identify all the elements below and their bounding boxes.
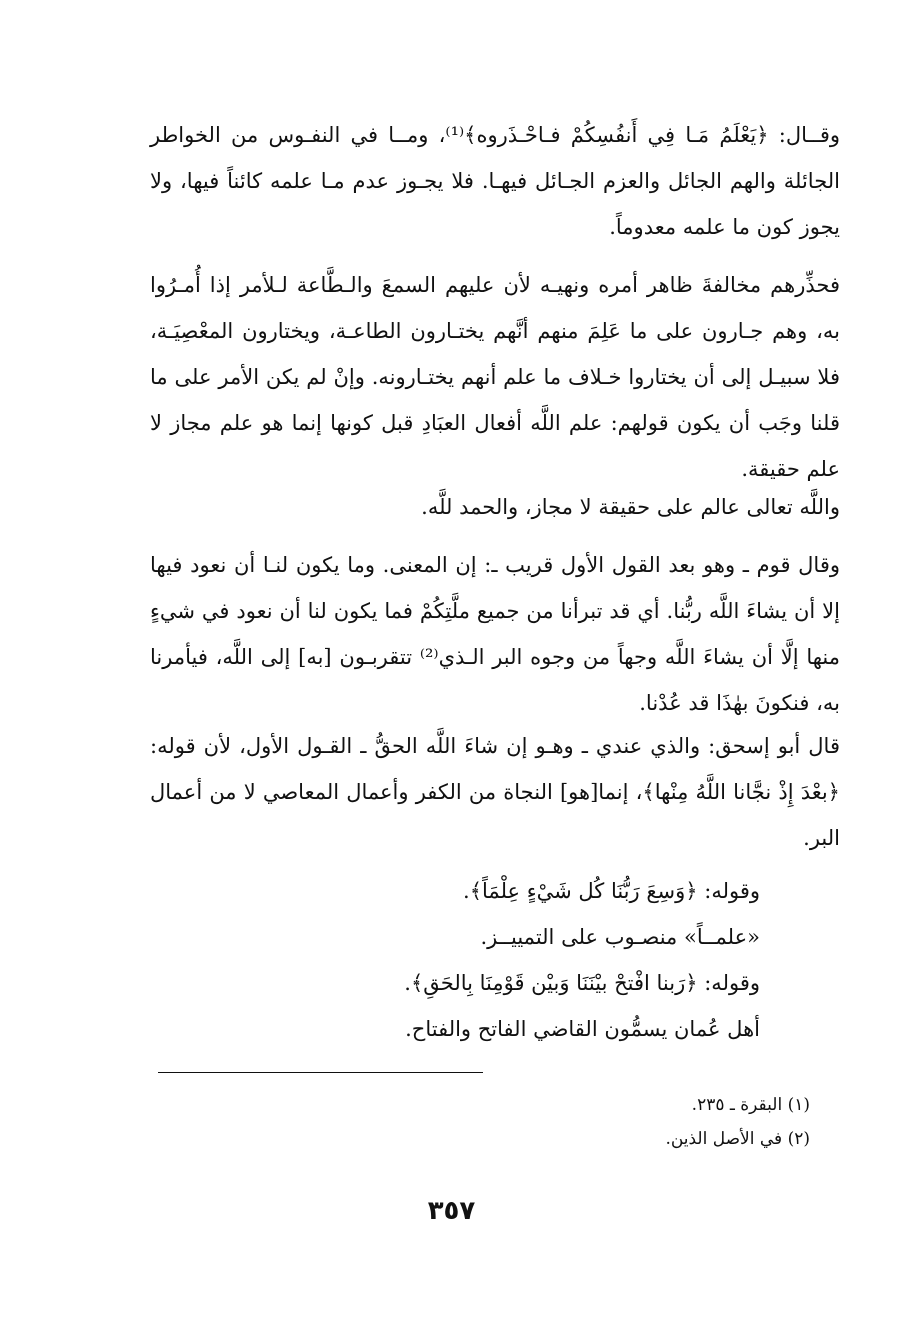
paragraph-text: وقال قوم ـ وهو بعد القول الأول قريب ـ: إن المعنى. وما يكون لنـا أن نعود فيها إلا أن يشاءَ اللَّه ربُّنا. أي قد تبرأنا من جميع ملَّتِكُمْ فما يكون لنا أن نعود في شيءٍ منها إلَّا أن يشاءَ اللَّه وجهاً من وجوه البر الـذي⁽²⁾ تتقربـون [به] إلى اللَّه، فيأمرنا به، فنكونَ بهٰذَا قد عُدْنا. [150, 553, 840, 715]
body-paragraph [150, 542, 840, 726]
footnote-divider [158, 1072, 483, 1073]
footnote: (١) البقرة ـ ٢٣٥. [691, 1095, 810, 1115]
footnote: (٢) في الأصل الذين. [665, 1129, 810, 1149]
quote-line: وقوله: ﴿وَسِعَ رَبُّنَا كُل شَيْءٍ عِلْمَاً﴾. [463, 879, 760, 903]
quote-line: «علمــاً» منصـوب على التمييــز. [480, 925, 760, 949]
paragraph-text: وقــال: ﴿يَعْلَمُ مَـا فِي أَنفُسِكُمْ فـاحْـذَروه﴾⁽¹⁾، ومــا في النفـوس من الخواطر الجائلة والهم الجائل والعزم الجـائل فيهـا. فلا يجـوز عدم مـا علمه كائناً فيها، ولا يجوز كون ما علمه معدوماً. [150, 123, 840, 239]
footnotes [310, 1088, 810, 1156]
indented-lines [150, 868, 760, 1052]
body-paragraph [150, 262, 840, 492]
paragraph-text: واللَّه تعالى عالم على حقيقة لا مجاز، والحمد للَّه. [421, 495, 840, 519]
body-paragraph [150, 112, 840, 250]
quote-line: وقوله: ﴿رَبنا افْتحْ بيْنَنَا وَبيْن قَوْمِنَا بِالحَقِ﴾. [404, 971, 760, 995]
body-paragraph [150, 484, 840, 530]
paragraph-text: قال أبو إسحق: والذي عندي ـ وهـو إن شاءَ اللَّه الحقُّ ـ القـول الأول، لأن قوله: ﴿بعْدَ إِذْ نجَّانا اللَّهُ مِنْها﴾، إنما[هو] النجاة من الكفر وأعمال المعاصي لا من أعمال البر. [150, 734, 840, 850]
paragraph-text: فحذِّرهم مخالفةَ ظاهر أمره ونهيـه لأن عليهم السمعَ والـطَّاعة لـلأمر إذا أُمـرُوا به، وهم جـارون على ما عَلِمَ منهم أنَّهم يختـارون الطاعـة، ويختارون المعْصِيَـة، فلا سبيـل إلى أن يختاروا خـلاف ما علم أنهم يختـارونه. وإنْ لم يكن الأمر على ما قلنا وجَب أن يكون قولهم: علم اللَّه أفعال العبَادِ قبل كونها إنما هو علم مجاز لا علم حقيقة. [150, 273, 840, 481]
quote-line: أهل عُمان يسمُّون القاضي الفاتح والفتاح. [405, 1017, 760, 1041]
page-number: ٣٥٧ [427, 1196, 476, 1226]
body-paragraph [150, 723, 840, 861]
